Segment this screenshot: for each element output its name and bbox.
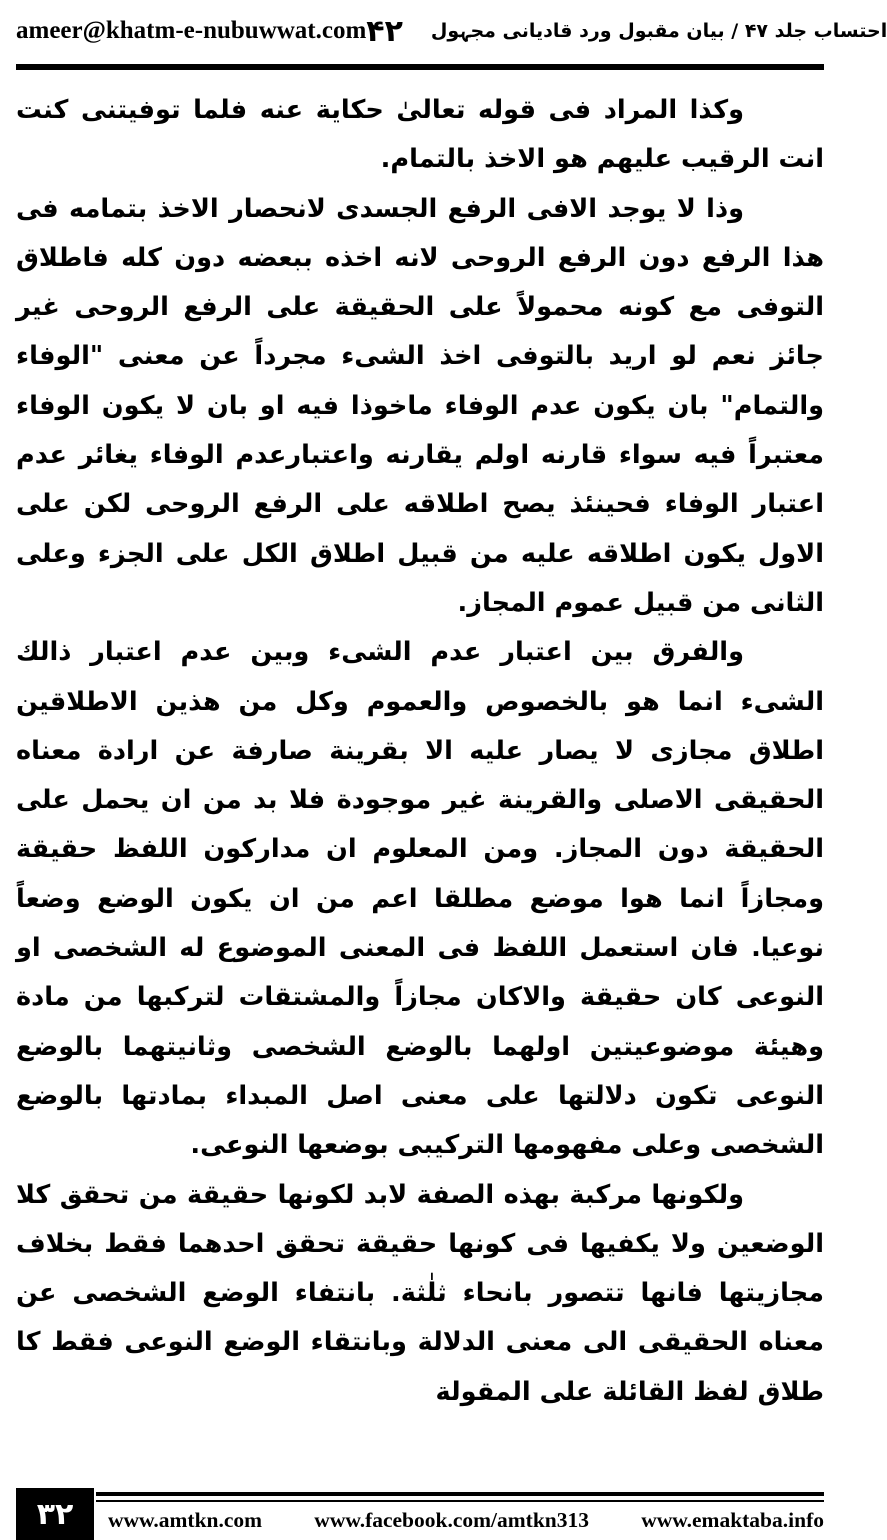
paragraph-4: ولكونها مركبة بهذه الصفة لابد لكونها حقيقة من تحقق كلا الوضعين ولا يكفيها فى كونها حقيقة تحقق احدهما فقط بخلاف مجازيتها فانها تتصور بانحاء ثلٰثة. بانتفاء الوضع الشخصى عن معناه الحقيقى الى معنى الدلالة وبانتقاء الوضع النوعى فقط كا طلاق لفظ القائلة على المقولة xyxy=(16,1179,824,1407)
document-body xyxy=(16,86,824,1417)
footer-links xyxy=(108,1502,824,1538)
paragraph-3: والفرق بين اعتبار عدم الشىء وبين عدم اعتبار ذالك الشىء انما هو بالخصوص والعموم وكل من هذين الاطلاقين اطلاق مجازى لا يصار عليه الا بقرينة صارفة عن ارادة معناه الحقيقى الاصلى والقرينة غير موجودة فلا بد من ان يحمل على الحقيقة دون المجاز. ومن المعلوم ان مداركون اللفظ حقيقة ومجازاً انما هوا موضع مطلقا اعم من ان يكون الوضع وضعاً نوعيا. فان استعمل اللفظ فى المعنى الموضوع له الشخصى او النوعى كان حقيقة والاكان مجازاً والمشتقات لتركبها من مادة وهيئة موضوعيتين اولهما بالوضع الشخصى وثانيتهما بالوضع النوعى تكون دلالتها على معنى اصل المبداء بمادتها بالوضع الشخصى وعلى مفهومها التركيبى بوضعها النوعى. xyxy=(16,637,824,1161)
footer-divider-thick xyxy=(96,1492,824,1496)
header-right xyxy=(366,14,887,49)
page-header xyxy=(16,0,887,62)
header-email[interactable]: ameer@khatm-e-nubuwwat.com xyxy=(16,17,367,44)
header-page-number: ۴۲ xyxy=(366,13,403,49)
header-book-title: احتساب جلد ۴۷ / بیان مقبول ورد قادیانی مجہول xyxy=(430,20,887,42)
paragraph-2: وذا لا يوجد الافى الرفع الجسدى لانحصار الاخذ بتمامه فى هذا الرفع دون الرفع الروحى لانه اخذه ببعضه دون كله فاطلاق التوفى مع كونه محمولاً على الحقيقة على الرفع الروحى غير جائز نعم لو اريد بالتوفى اخذ الشىء مجرداً عن معنى "الوفاء والتمام" بان يكون عدم الوفاء ماخوذا فيه او بان لا يكون الوفاء معتبراً فيه سواء قارنه اولم يقارنه واعتبارعدم الوفاء يغائر عدم اعتبار الوفاء فحينئذ يصح اطلاقه على الرفع الروحى لكن على الاول يكون اطلاقه عليه من قبيل اطلاق الكل على الجزء وعلى الثانى من قبيل عموم المجاز. xyxy=(16,193,824,618)
footer-link-facebook[interactable]: www.facebook.com/amtkn313 xyxy=(314,1507,590,1532)
footer-link-amtkn[interactable]: www.amtkn.com xyxy=(108,1507,263,1532)
paragraph-1: وكذا المراد فى قوله تعالىٰ حكاية عنه فلما توفيتنى كنت انت الرقيب عليهم هو الاخذ بالتمام. xyxy=(16,95,824,175)
footer-link-emaktaba[interactable]: www.emaktaba.info xyxy=(641,1507,824,1532)
header-divider xyxy=(16,64,824,70)
footer-page-number: ۳۲ xyxy=(16,1488,94,1540)
